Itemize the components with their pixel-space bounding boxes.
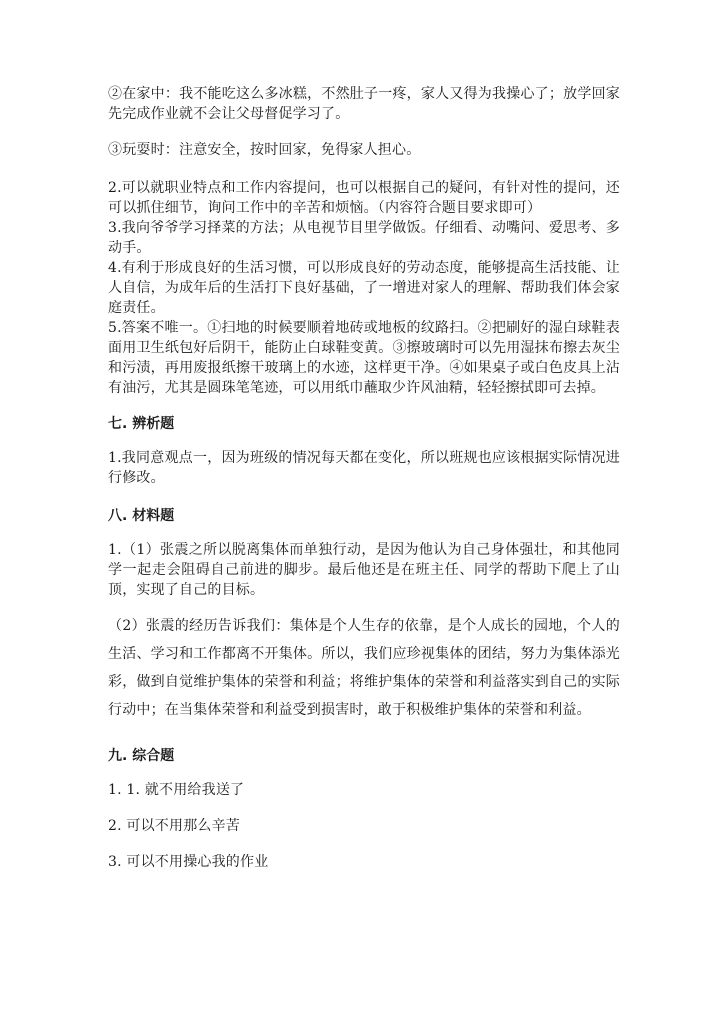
section-9-title: 九. 综合题 xyxy=(108,748,175,764)
answer-q5: 5.答案不唯一。①扫地的时候要顺着地砖或地板的纹路扫。②把刷好的湿白球鞋表面用卫生纸包好后阴干，能防止白球鞋变黄。③擦玻璃时可以先用湿抹布擦去灰尘和污渍，再用废报纸擦干玻璃上的水迹，这样更干净。④如果桌子或白色皮具上沾有油污，尤其是圆珠笔笔迹，可以用纸巾蘸取少许风油精，轻轻擦拭即可去掉。 xyxy=(108,320,620,396)
section-9-answer-1: 1. 1. 就不用给我送了 xyxy=(108,782,245,798)
section-9-answer-2: 2. 可以不用那么辛苦 xyxy=(108,818,241,834)
section-8-answer-1: 1.（1）张震之所以脱离集体而单独行动，是因为他认为自己身体强壮，和其他同学一起走会阻碍自己前进的脚步。最后他还是在班主任、同学的帮助下爬上了山顶，实现了自己的目标。 xyxy=(108,542,620,598)
answer-q4: 4.有利于形成良好的生活习惯，可以形成良好的劳动态度，能够提高生活技能、让人自信，为成年后的生活打下良好基础，了一增进对家人的理解、帮助我们体会家庭责任。 xyxy=(108,260,620,316)
answer-q2: 2.可以就职业特点和工作内容提问，也可以根据自己的疑问，有针对性的提问，还可以抓住细节，询问工作中的辛苦和烦恼。（内容符合题目要求即可） xyxy=(108,180,620,216)
section-8-title: 八. 材料题 xyxy=(108,508,175,524)
section-8-answer-2: （2）张震的经历告诉我们：集体是个人生存的依靠，是个人成长的园地，个人的生活、学习和工作都离不开集体。所以，我们应珍视集体的团结，努力为集体添光彩，做到自觉维护集体的荣誉和利益；将维护集体的荣誉和利益落实到自己的实际行动中；在当集体荣誉和利益受到损害时，敢于积极维护集体的荣誉和利益。 xyxy=(108,618,620,718)
answer-q3: 3.我向爷爷学习择菜的方法；从电视节目里学做饭。仔细看、动嘴问、爱思考、多动手。 xyxy=(108,220,620,256)
section-9-answer-3: 3. 可以不用操心我的作业 xyxy=(108,854,269,870)
answer-play: ③玩耍时：注意安全，按时回家，免得家人担心。 xyxy=(108,142,421,158)
answer-home: ②在家中：我不能吃这么多冰糕，不然肚子一疼，家人又得为我操心了；放学回家先完成作业就不会让父母督促学习了。 xyxy=(108,86,620,122)
section-7-title: 七. 辨析题 xyxy=(108,416,175,432)
section-7-answer-1: 1.我同意观点一，因为班级的情况每天都在变化，所以班规也应该根据实际情况进行修改。 xyxy=(108,450,620,486)
document-page xyxy=(108,84,620,872)
